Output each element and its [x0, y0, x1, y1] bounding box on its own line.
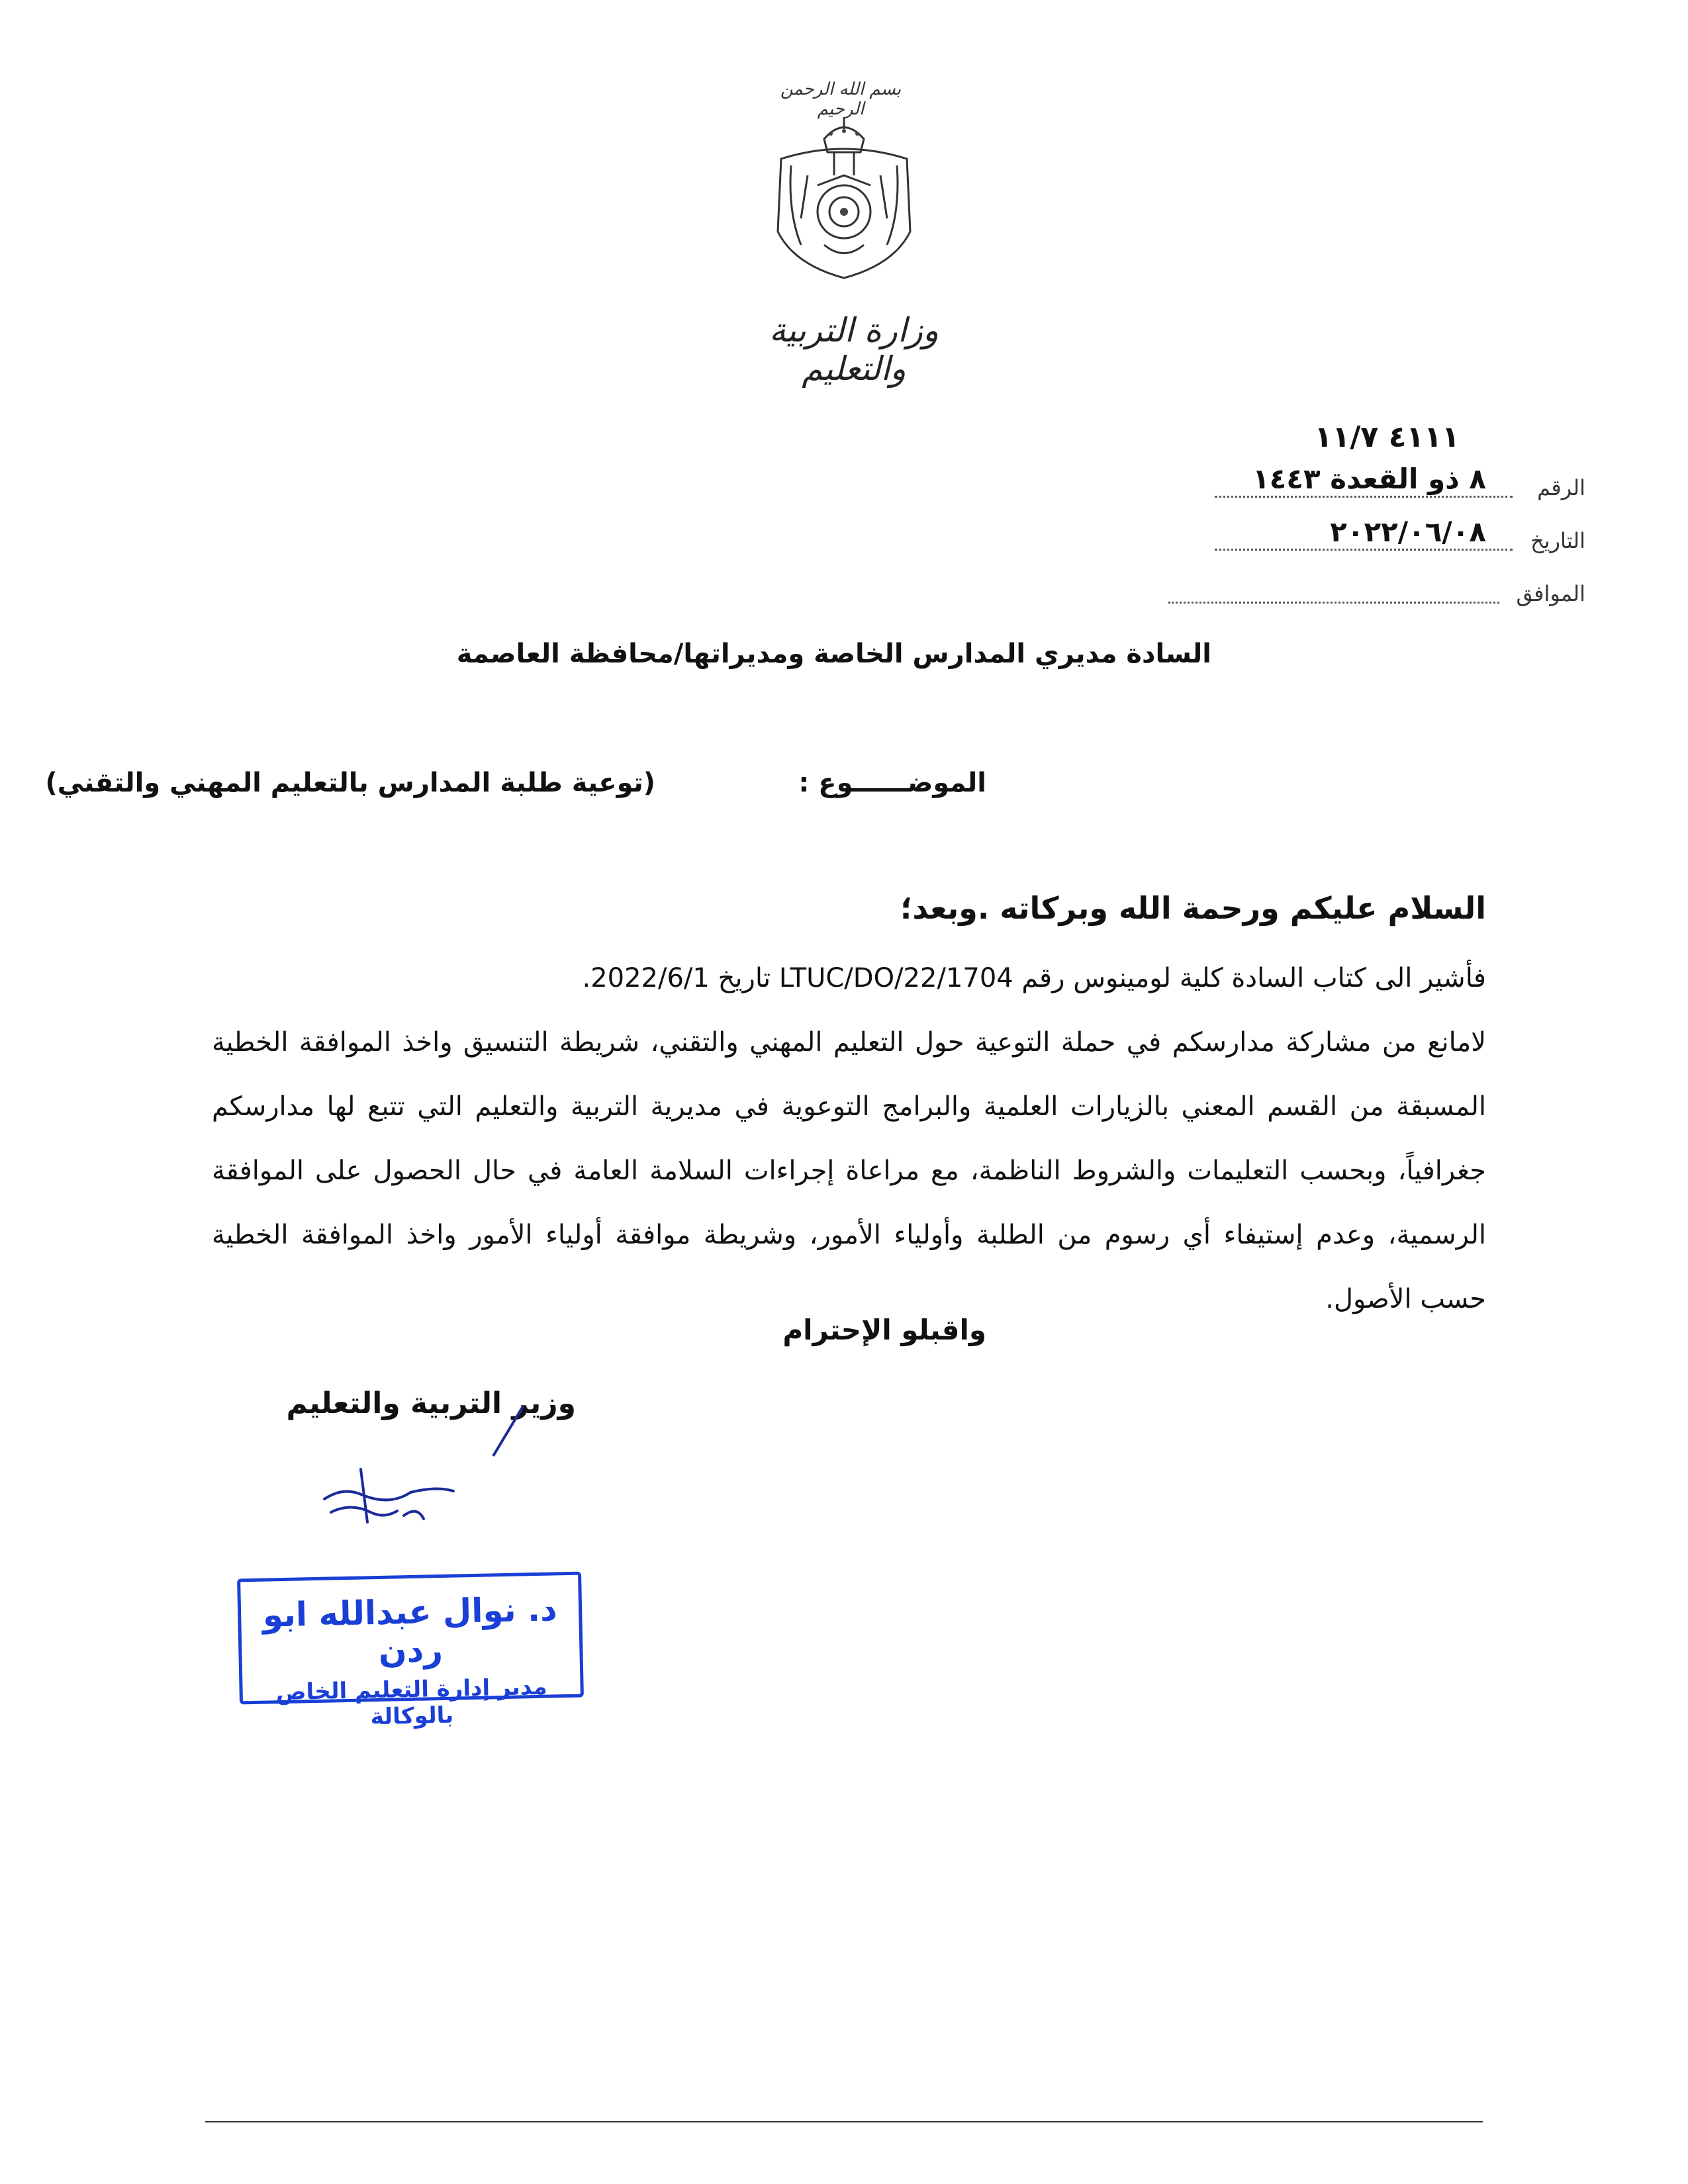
handwritten-signature [305, 1459, 463, 1539]
ref-number-row [1215, 463, 1585, 503]
dotted-line [1215, 549, 1513, 551]
stamp-title: مدير إدارة التعليم الخاص بالوكالة [275, 1673, 547, 1731]
ref-number-label: الرقم [1537, 475, 1585, 500]
handwritten-slash-mark [483, 1403, 530, 1463]
official-stamp [237, 1572, 584, 1731]
ref-date-value: ٢٠٢٢/٠٦/٠٨ [1330, 516, 1486, 548]
body-paragraph-reference: فأشير الى كتاب السادة كلية لومينوس رقم LTUC/DO/22/1704 تاريخ 2022/6/1. [582, 963, 1486, 993]
basmala-calligraphy: بسم الله الرحمن الرحيم [780, 79, 902, 119]
greeting: السلام عليكم ورحمة الله وبركاته .وبعد؛ [900, 890, 1486, 926]
dotted-line [1168, 602, 1499, 604]
closing-phrase: واقبلو الإحترام [782, 1314, 986, 1346]
footer-rule [205, 2121, 1483, 2122]
addressee: السادة مديري المدارس الخاصة ومديراتها/محافظة العاصمة [456, 639, 1211, 669]
subject-text: (توعية طلبة المدارس بالتعليم المهني والتقني) [45, 768, 655, 798]
stamp-name: د. نوال عبدالله ابو ردن [262, 1590, 558, 1671]
ref-date-label: التاريخ [1530, 528, 1585, 553]
ref-corresponding-row [1168, 569, 1585, 609]
handwritten-ref-number: ٤١١١ ١١/٧ [1314, 420, 1460, 454]
ministry-name: وزارة التربية والتعليم [769, 311, 939, 388]
coat-of-arms-icon [761, 113, 927, 298]
ref-number-value: ٨ ذو القعدة ١٤٤٣ [1252, 463, 1486, 495]
body-paragraph-main: لامانع من مشاركة مدارسكم في حملة التوعية حول التعليم المهني والتقني، شريطة التنسيق واخذ الموافقة الخطية المسبقة من القسم المعني بالزيارات العلمية والبرامج التوعوية في مديرية التربية والتعليم التي تتبع لها مدارسكم جغرافياً، وبحسب التعليمات والشروط الناظمة، مع مراعاة إجراءات السلامة العامة في حال الحصول على الموافقة الرسمية، وعدم إستيفاء أي رسوم من الطلبة وأولياء الأمور، وشريطة موافقة أولياء الأمور واخذ الموافقة الخطية حسب الأصول. [212, 1027, 1486, 1314]
letter-body [212, 946, 1486, 1332]
dotted-line [1215, 496, 1513, 498]
subject-label: الموضــــــوع : [798, 768, 986, 798]
minister-title: وزير التربية والتعليم [286, 1387, 576, 1420]
ref-date-row [1215, 516, 1585, 556]
ref-corresponding-label: الموافق [1516, 581, 1585, 606]
